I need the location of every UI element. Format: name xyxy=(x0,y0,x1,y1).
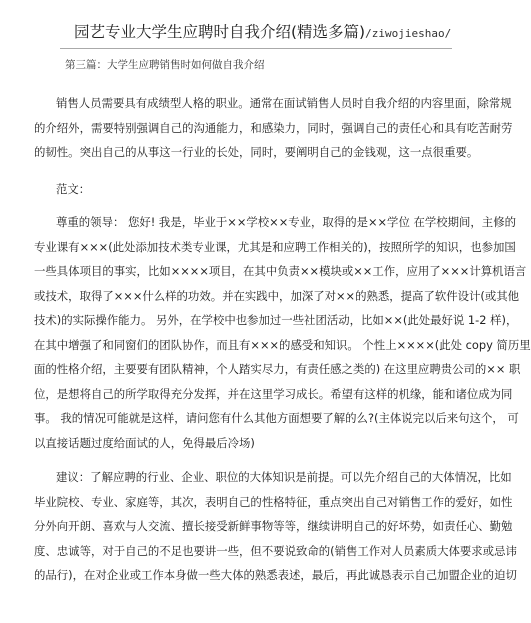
paragraph-sample-heading xyxy=(34,177,466,202)
paragraph-line: 事。 我的情况可能就是这样，请问您有什么其他方面想要了解的么?(主体说完以后来句这个， 可 xyxy=(34,411,519,425)
paragraph-line: 度、忠诚等，对于自己的不足也要讲一些，但不要说致命的(销售工作对人员素质大体要求或忌讳 xyxy=(34,543,517,558)
paragraph-line: 的介绍外，需要特别强调自己的沟通能力，和感染力，同时，强调自己的责任心和具有吃苦耐劳 xyxy=(34,120,513,135)
paragraph-line: 专业课有×××(此处添加技术类专业课，尤其是和应聘工作相关的)，按照所学的知识，也参加国 xyxy=(34,239,516,254)
paragraph-line: 建议：了解应聘的行业、企业、职位的大体知识是前提。可以先介绍自己的大体情况，比如 xyxy=(56,470,512,484)
paragraph-line: 的韧性。突出自己的从事这一行业的长处，同时，要阐明自己的金钱观，这一点很重要。 xyxy=(34,145,479,159)
paragraph-intro xyxy=(34,91,513,165)
paragraph-line: 范文： xyxy=(56,182,91,196)
paragraph-line: 的品行)，在对企业或工作本身做一些大体的熟悉表述，最后，再此诚恳表示自己加盟企业的迫切 xyxy=(34,568,517,582)
paragraph-line: 在其中增强了和同窗们的团队协作，而且有×××的感受和知识。 个性上××××(此处 copy 简历里 xyxy=(34,337,531,352)
paragraph-line: 或技术，取得了×××什么样的功效。并在实践中，加深了对××的熟悉，提高了软件设计(或其他 xyxy=(34,288,520,303)
paragraph-line: 以直接话题过度给面试的人，免得最后冷场) xyxy=(34,435,255,450)
paragraph-sample-text xyxy=(34,210,531,455)
paragraph-line: 销售人员需要具有成绩型人格的职业。通常在面试销售人员时自我介绍的内容里面，除常规 xyxy=(56,96,512,110)
paragraph-line: 面的性格介绍，主要要有团队精神，个人踏实尽力，有责任感之类的) 在这里应聘贵公司的×× 职 xyxy=(34,362,521,376)
title-divider xyxy=(60,48,452,49)
title-row xyxy=(74,20,494,42)
paragraph-line: 毕业院校、专业、家庭等，其次，表明自己的性格特征，重点突出自己对销售工作的爱好，如性 xyxy=(34,494,513,509)
document-title: 园艺专业大学生应聘时自我介绍(精选多篇) xyxy=(74,23,366,41)
title-url: /ziwojieshao/ xyxy=(365,27,452,40)
paragraph-line: 技术)的实际操作能力。 另外，在学校中也参加过一些社团活动，比如××(此处最好说 1-2 样)， xyxy=(34,313,518,327)
section-subtitle: 第三篇：大学生应聘销售时如何做自我介绍 xyxy=(65,59,265,71)
paragraph-line: 尊重的领导： 您好! 我是，毕业于××学校××专业，取得的是××学位 在学校期间，主修的 xyxy=(56,215,516,229)
paragraph-advice xyxy=(34,465,517,588)
paragraph-line: 分外向开朗、喜欢与人交流、擅长接受新鲜事物等等，继续讲明自己的好坏势，如责任心、勤勉 xyxy=(34,519,513,533)
paragraph-line: 一些具体项目的事实，比如××××项目，在其中负责××模块或××工作，应用了×××计算机语言 xyxy=(34,264,527,278)
paragraph-line: 位，是想将自己的所学取得充分发挥，并在这里学习成长。希望有这样的机缘，能和诸位成为同 xyxy=(34,386,513,401)
